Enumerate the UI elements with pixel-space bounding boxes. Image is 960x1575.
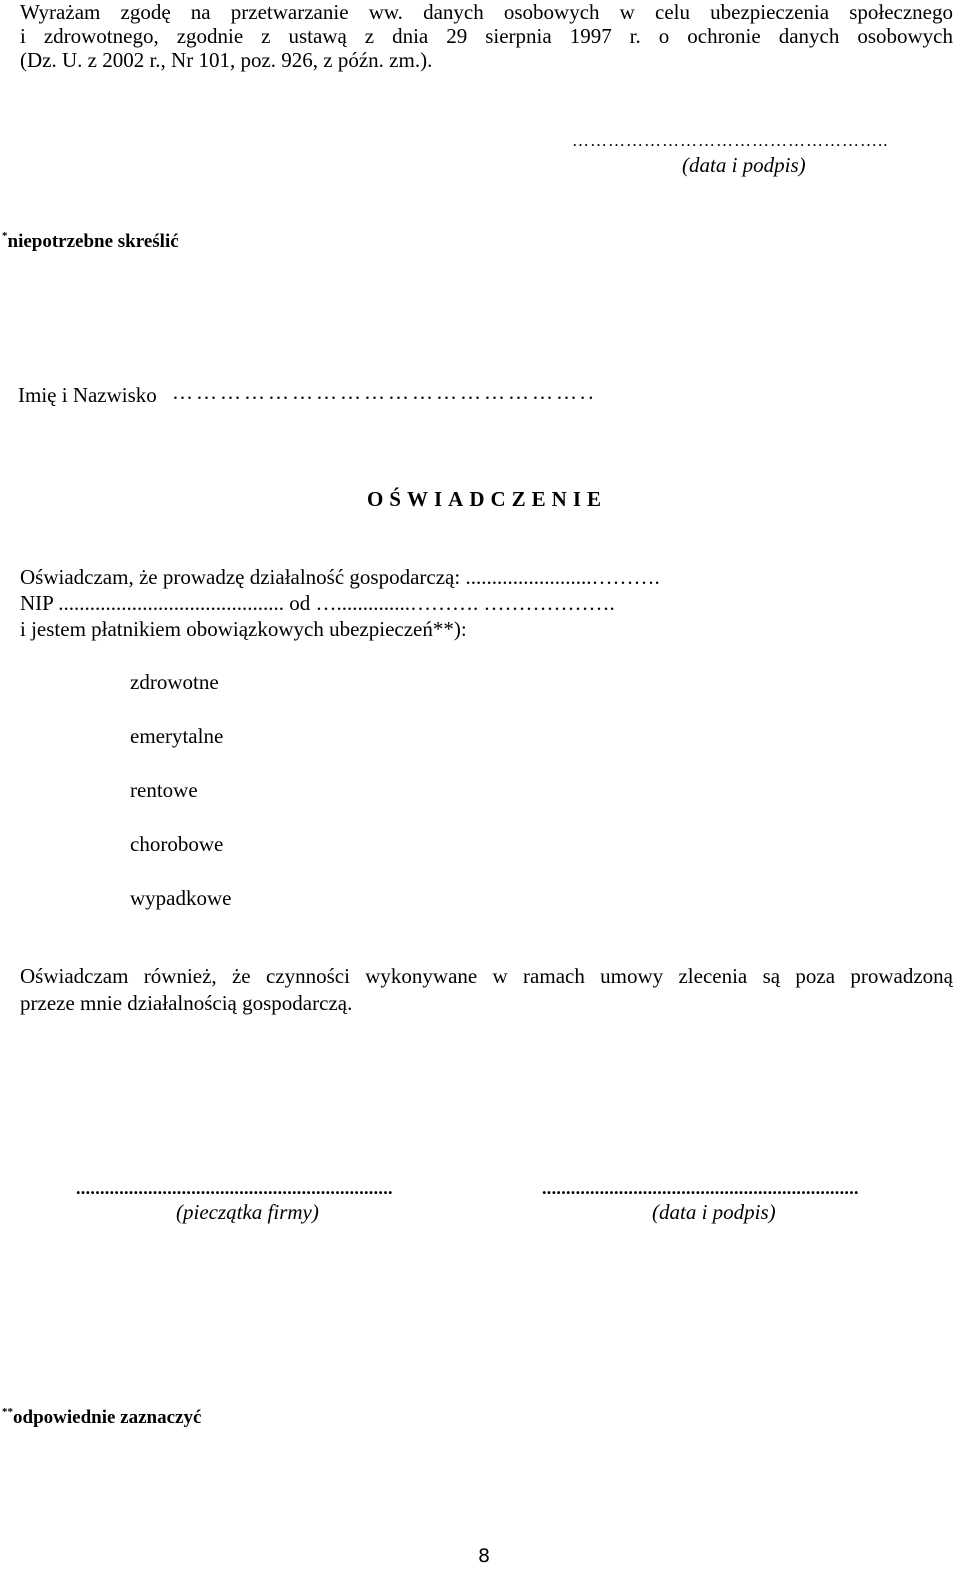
name-field-label: Imię i Nazwisko bbox=[18, 383, 157, 407]
document-title: OŚWIADCZENIE bbox=[366, 487, 608, 511]
signature-top-dots: …………………………………………….. bbox=[572, 131, 889, 150]
insurance-option-zdrowotne[interactable]: zdrowotne bbox=[130, 670, 219, 694]
footnote-marker-double: ** bbox=[2, 1406, 13, 1418]
consent-line-2: i zdrowotnego, zgodnie z ustawą z dnia 29 sierpnia 1997 r. o ochronie danych osobowych bbox=[20, 24, 953, 48]
declaration-nip-line: NIP ........................................... od …..............………. ………………. bbox=[20, 591, 615, 615]
name-field-dots[interactable]: …………………………………………….. bbox=[172, 380, 597, 404]
consent-line-3: (Dz. U. z 2002 r., Nr 101, poz. 926, z późn. zm.). bbox=[20, 48, 433, 72]
declaration-payer-line: i jestem płatnikiem obowiązkowych ubezpieczeń**): bbox=[20, 617, 467, 641]
insurance-option-emerytalne[interactable]: emerytalne bbox=[130, 724, 224, 748]
signature-bottom-caption: (data i podpis) bbox=[652, 1200, 776, 1224]
also-line-2: przeze mnie działalnością gospodarczą. bbox=[20, 991, 353, 1015]
declaration-also-paragraph bbox=[20, 963, 953, 1017]
also-line-1: Oświadczam również, że czynności wykonywane w ramach umowy zlecenia są poza prowadzoną bbox=[20, 964, 953, 988]
declaration-business-line: Oświadczam, że prowadzę działalność gospodarczą: ........................………. bbox=[20, 565, 660, 589]
consent-paragraph bbox=[20, 0, 953, 72]
footnote-strike-note bbox=[2, 230, 179, 253]
insurance-option-wypadkowe[interactable]: wypadkowe bbox=[130, 886, 232, 910]
footnote-marker: * bbox=[2, 230, 8, 242]
insurance-option-rentowe[interactable]: rentowe bbox=[130, 778, 198, 802]
insurance-option-chorobowe[interactable]: chorobowe bbox=[130, 832, 224, 856]
signature-bottom-dots: .................................................................. bbox=[542, 1178, 859, 1198]
stamp-caption: (pieczątka firmy) bbox=[176, 1200, 319, 1224]
stamp-dots: .................................................................. bbox=[76, 1178, 393, 1198]
footnote-mark-text: odpowiednie zaznaczyć bbox=[13, 1407, 202, 1428]
footnote-text: niepotrzebne skreślić bbox=[7, 231, 179, 252]
consent-line-1: Wyrażam zgodę na przetwarzanie ww. danych osobowych w celu ubezpieczenia społecznego bbox=[20, 0, 953, 24]
footnote-mark-note bbox=[2, 1406, 201, 1429]
signature-top-caption: (data i podpis) bbox=[682, 153, 806, 177]
page-number: 8 bbox=[478, 1545, 491, 1567]
